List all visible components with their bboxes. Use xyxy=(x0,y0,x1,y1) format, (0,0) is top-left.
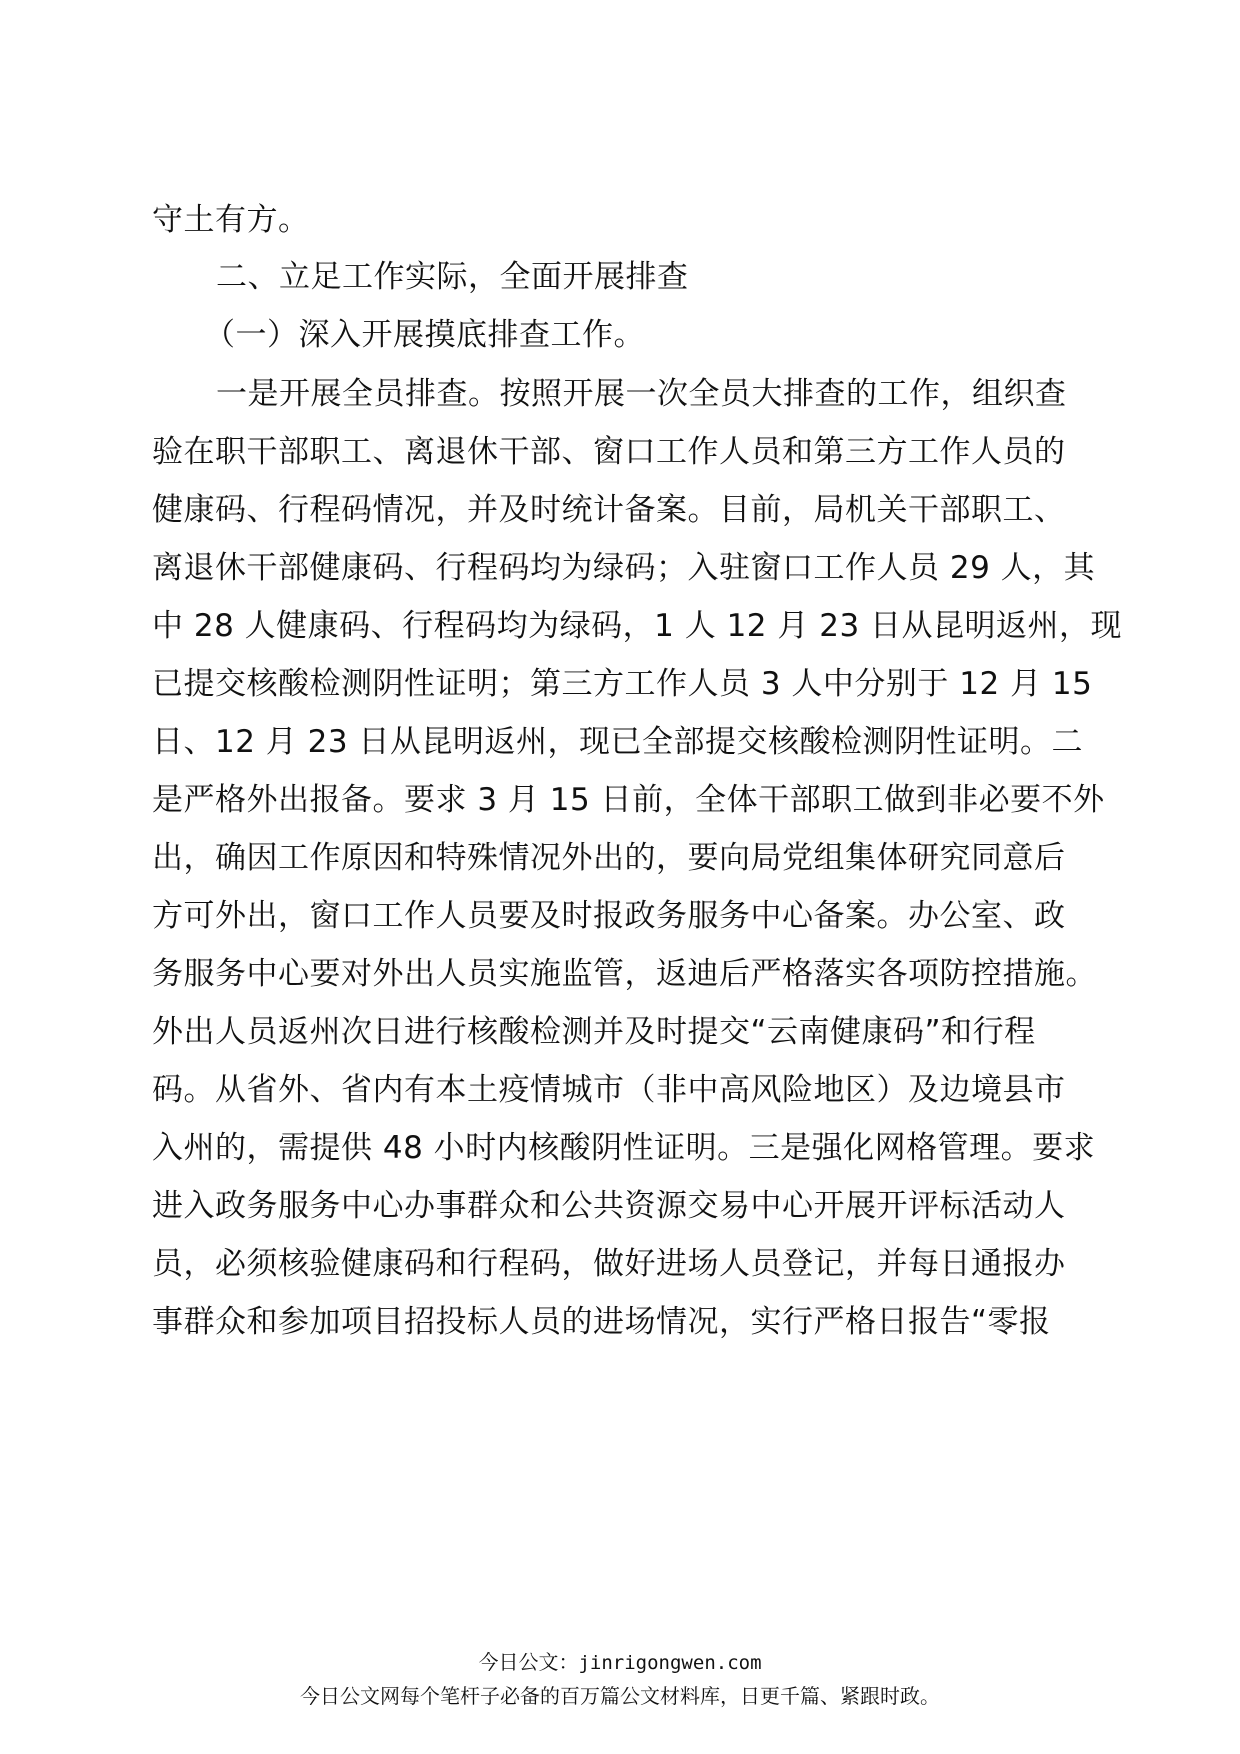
footer-site-link[interactable]: jinrigongwen.com xyxy=(578,1652,762,1674)
paragraph-line: 员，必须核验健康码和行程码，做好进场人员登记，并每日通报办 xyxy=(152,1246,1066,1282)
paragraph-line: 中 28 人健康码、行程码均为绿码，1 人 12 月 23 日从昆明返州，现 xyxy=(152,608,1123,644)
paragraph-line: 务服务中心要对外出人员实施监管，返迪后严格落实各项防控措施。 xyxy=(152,956,1097,992)
footer-site-label: 今日公文： xyxy=(478,1650,579,1674)
paragraph-line: 码。从省外、省内有本土疫情城市（非中高风险地区）及边境县市 xyxy=(152,1072,1066,1108)
paragraph-line: 日、12 月 23 日从昆明返州，现已全部提交核酸检测阴性证明。二 xyxy=(152,724,1083,760)
paragraph-line: 一是开展全员排查。按照开展一次全员大排查的工作，组织查 xyxy=(216,376,1067,412)
section-heading: 二、立足工作实际，全面开展排查 xyxy=(216,259,689,295)
paragraph-line: 离退休干部健康码、行程码均为绿码；入驻窗口工作人员 29 人，其 xyxy=(152,550,1096,586)
paragraph-line: 进入政务服务中心办事群众和公共资源交易中心开展开评标活动人 xyxy=(152,1188,1066,1224)
footer-tagline: 今日公文网每个笔杆子必备的百万篇公文材料库，日更千篇、紧跟时政。 xyxy=(300,1684,940,1708)
paragraph-line: 健康码、行程码情况，并及时统计备案。目前，局机关干部职工、 xyxy=(152,492,1066,528)
body-line-1: 守土有方。 xyxy=(152,202,310,238)
subsection-heading: （一）深入开展摸底排查工作。 xyxy=(204,317,645,353)
paragraph-line: 出，确因工作原因和特殊情况外出的，要向局党组集体研究同意后 xyxy=(152,840,1066,876)
paragraph-line: 外出人员返州次日进行核酸检测并及时提交“云南健康码”和行程 xyxy=(152,1014,1036,1050)
paragraph-line: 方可外出，窗口工作人员要及时报政务服务中心备案。办公室、政 xyxy=(152,898,1066,934)
paragraph-line: 事群众和参加项目招投标人员的进场情况，实行严格日报告“零报 xyxy=(152,1304,1051,1340)
paragraph-line: 入州的，需提供 48 小时内核酸阴性证明。三是强化网格管理。要求 xyxy=(152,1130,1096,1166)
paragraph-line: 验在职干部职工、离退休干部、窗口工作人员和第三方工作人员的 xyxy=(152,434,1066,470)
footer-site xyxy=(0,1648,1240,1677)
paragraph-line: 是严格外出报备。要求 3 月 15 日前，全体干部职工做到非必要不外 xyxy=(152,782,1105,818)
paragraph-line: 已提交核酸检测阴性证明；第三方工作人员 3 人中分别于 12 月 15 xyxy=(152,666,1093,702)
